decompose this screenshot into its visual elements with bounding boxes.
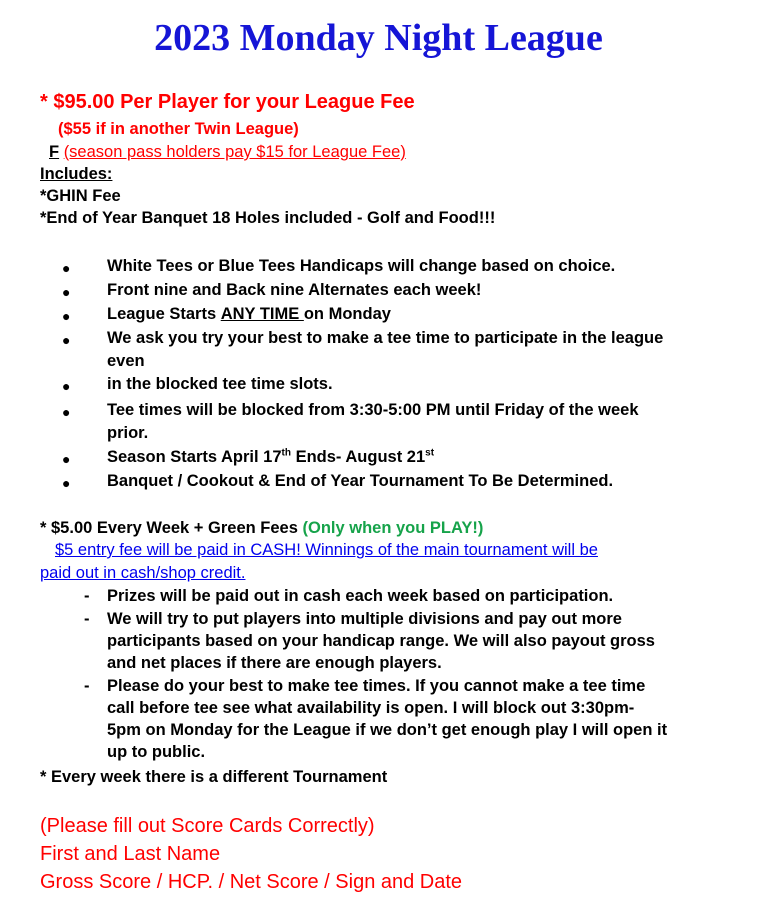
- includes-item-banquet: *End of Year Banquet 18 Holes included - Golf and Food!!!: [40, 209, 496, 227]
- tee-times-l4: up to public.: [107, 743, 206, 761]
- bullet-alternates: Front nine and Back nine Alternates each week!: [107, 281, 482, 299]
- bullet-blocked-slots: in the blocked tee time slots.: [107, 375, 333, 393]
- bullet-season-dates: [107, 448, 434, 467]
- name-instruction: First and Last Name: [40, 843, 221, 865]
- league-starts-prefix: League Starts: [107, 305, 221, 323]
- prizes-line: Prizes will be paid out in cash each week based on participation.: [107, 587, 614, 605]
- bullet-blocked-times-l1: Tee times will be blocked from 3:30-5:00 PM until Friday of the week: [107, 401, 639, 419]
- bullet-blocked-times-l2: prior.: [107, 424, 149, 442]
- ordinal-th: th: [281, 447, 291, 459]
- includes-heading: Includes:: [40, 165, 113, 183]
- season-pass-text: (season pass holders pay $15 for League Fee): [63, 143, 406, 161]
- twin-league-fee: ($55 if in another Twin League): [58, 120, 299, 138]
- season-end: Ends- August 21: [291, 448, 426, 466]
- score-card-instruction: (Please fill out Score Cards Correctly): [40, 815, 375, 837]
- bullet-icon: ●: [62, 378, 71, 394]
- bullet-icon: ●: [62, 332, 71, 348]
- bullet-icon: ●: [62, 475, 71, 491]
- bullet-tee-time-l2: even: [107, 352, 145, 370]
- tee-times-l3: 5pm on Monday for the League if we don’t get enough play I will open it: [107, 721, 668, 739]
- bullet-banquet: Banquet / Cookout & End of Year Tournament To Be Determined.: [107, 472, 614, 490]
- league-fee-line: * $95.00 Per Player for your League Fee: [40, 91, 415, 113]
- weekly-fee-text: * $5.00 Every Week + Green Fees: [40, 519, 303, 537]
- divisions-l3: and net places if there are enough players.: [107, 654, 442, 672]
- bullet-icon: ●: [62, 404, 71, 420]
- bullet-icon: ●: [62, 260, 71, 276]
- tee-times-l1: Please do your best to make tee times. If you cannot make a tee time: [107, 677, 646, 695]
- bullet-league-starts: [107, 305, 391, 324]
- bullet-icon: ●: [62, 451, 71, 467]
- bullet-tee-time-l1: We ask you try your best to make a tee time to participate in the league: [107, 329, 664, 347]
- dash-marker: -: [84, 677, 90, 695]
- entry-fee-link-l1[interactable]: $5 entry fee will be paid in CASH! Winnings of the main tournament will be: [55, 541, 598, 559]
- weekly-fee-note: (Only when you PLAY!): [302, 519, 484, 537]
- tee-times-l2: call before tee see what availability is open. I will block out 3:30pm-: [107, 699, 635, 717]
- page-title: 2023 Monday Night League: [154, 17, 603, 59]
- score-fields-instruction: Gross Score / HCP. / Net Score / Sign and Date: [40, 871, 463, 893]
- dash-marker: -: [84, 610, 90, 628]
- entry-fee-link-l2[interactable]: paid out in cash/shop credit.: [40, 564, 246, 582]
- season-pass-prefix: F: [49, 143, 60, 161]
- includes-item-ghin: *GHIN Fee: [40, 187, 121, 205]
- ordinal-st: st: [425, 447, 435, 459]
- divisions-l2: participants based on your handicap range. We will also payout gross: [107, 632, 655, 650]
- league-starts-suffix: on Monday: [303, 305, 391, 323]
- league-starts-emphasis: ANY TIME: [220, 305, 304, 323]
- bullet-icon: ●: [62, 284, 71, 300]
- weekly-fee-line: [40, 519, 483, 538]
- bullet-tees: White Tees or Blue Tees Handicaps will change based on choice.: [107, 257, 616, 275]
- season-pass-line: [49, 143, 406, 162]
- season-start: Season Starts April 17: [107, 448, 282, 466]
- divisions-l1: We will try to put players into multiple divisions and pay out more: [107, 610, 622, 628]
- tournament-note: * Every week there is a different Tournament: [40, 768, 388, 786]
- dash-marker: -: [84, 587, 90, 605]
- bullet-icon: ●: [62, 308, 71, 324]
